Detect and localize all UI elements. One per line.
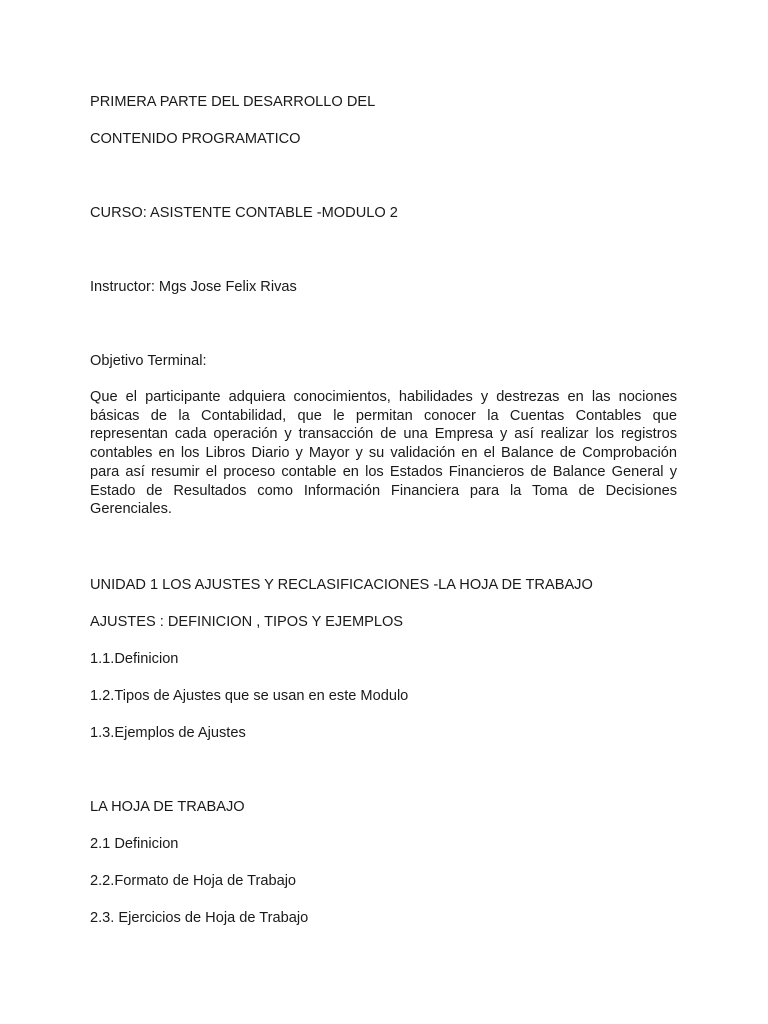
worksheet-item: 2.2.Formato de Hoja de Trabajo: [90, 873, 297, 889]
title-line-1: PRIMERA PARTE DEL DESARROLLO DEL: [90, 94, 376, 110]
unit1-item: 1.1.Definicion: [90, 651, 179, 667]
unit1-item: 1.2.Tipos de Ajustes que se usan en este Modulo: [90, 688, 409, 704]
unit1-subtitle: AJUSTES : DEFINICION , TIPOS Y EJEMPLOS: [90, 614, 404, 630]
title-line-2: CONTENIDO PROGRAMATICO: [90, 131, 301, 147]
unit1-item: 1.3.Ejemplos de Ajustes: [90, 725, 246, 741]
worksheet-item: 2.3. Ejercicios de Hoja de Trabajo: [90, 910, 309, 926]
course-line: CURSO: ASISTENTE CONTABLE -MODULO 2: [90, 205, 398, 221]
unit1-title: UNIDAD 1 LOS AJUSTES Y RECLASIFICACIONES -LA HOJA DE TRABAJO: [90, 577, 593, 593]
objective-label: Objetivo Terminal:: [90, 353, 207, 369]
objective-text: Que el participante adquiera conocimientos, habilidades y destrezas en las nociones básicas de la Contabilidad, que le permitan conocer la Cuentas Contables que representan cada operación y transacción de una Empresa y así realizar los registros contables en los Libros Diario y Mayor y su validación en el Balance de Comprobación para así resumir el proceso contable en los Estados Financieros de Balance General y Estado de Resultados como Información Financiera para la Toma de Decisiones Gerenciales.: [90, 389, 677, 518]
worksheet-title: LA HOJA DE TRABAJO: [90, 799, 245, 815]
instructor-line: Instructor: Mgs Jose Felix Rivas: [90, 279, 297, 295]
worksheet-item: 2.1 Definicion: [90, 836, 179, 852]
